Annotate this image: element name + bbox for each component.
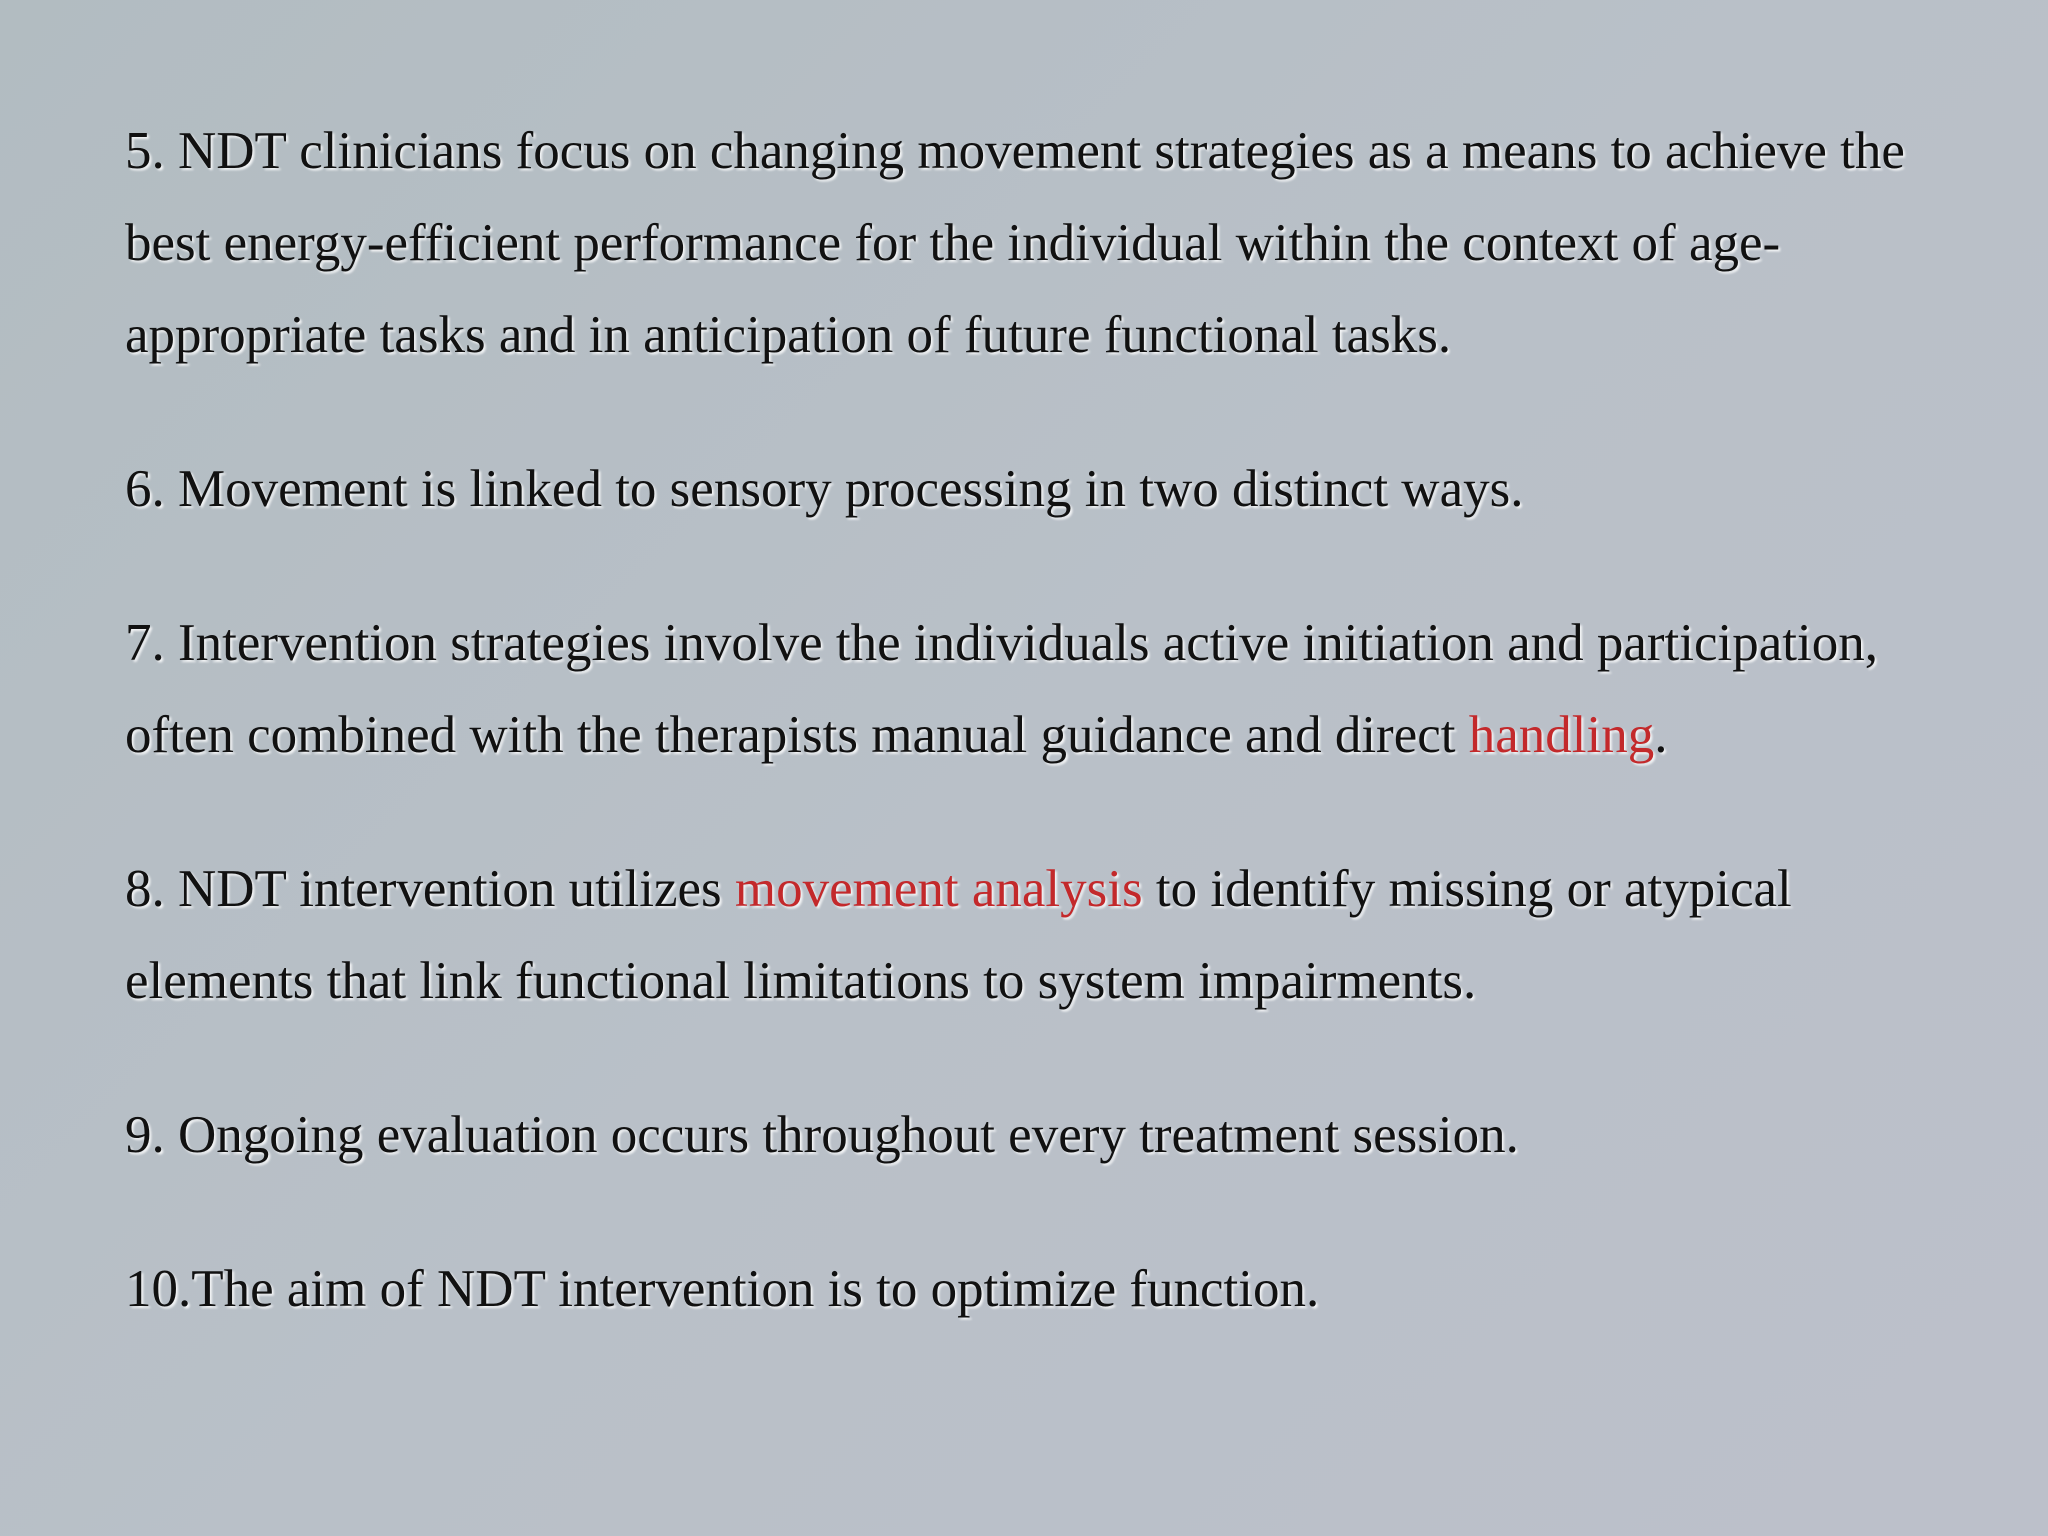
point-6: [125, 443, 1945, 535]
point-7: [125, 597, 1945, 781]
point-8: [125, 843, 1945, 1027]
point-5-text: 5. NDT clinicians focus on changing movement strategies as a means to achieve the best energy-efficient performance for the individual within the context of age-appropriate tasks and in anticipation of future functional tasks.: [125, 122, 1905, 364]
slide-content: [125, 105, 1945, 1335]
point-8-text-end: to identify missing or atypical elements that link functional limitations to system impairments.: [125, 860, 1792, 1010]
point-7-highlight: handling: [1468, 706, 1655, 764]
point-8-text: 8. NDT intervention utilizes: [125, 860, 735, 918]
point-9-text: 9. Ongoing evaluation occurs throughout every treatment session.: [125, 1106, 1519, 1164]
point-6-text: 6. Movement is linked to sensory processing in two distinct ways.: [125, 460, 1524, 518]
point-10-text: 10.The aim of NDT intervention is to optimize function.: [125, 1260, 1320, 1318]
point-7-text-end: .: [1654, 706, 1668, 764]
point-5: [125, 105, 1945, 381]
point-8-highlight: movement analysis: [734, 860, 1143, 918]
point-7-text: 7. Intervention strategies involve the individuals active initiation and participation, often combined with the therapists manual guidance and direct: [125, 614, 1878, 764]
point-10: [125, 1243, 1945, 1335]
point-9: [125, 1089, 1945, 1181]
